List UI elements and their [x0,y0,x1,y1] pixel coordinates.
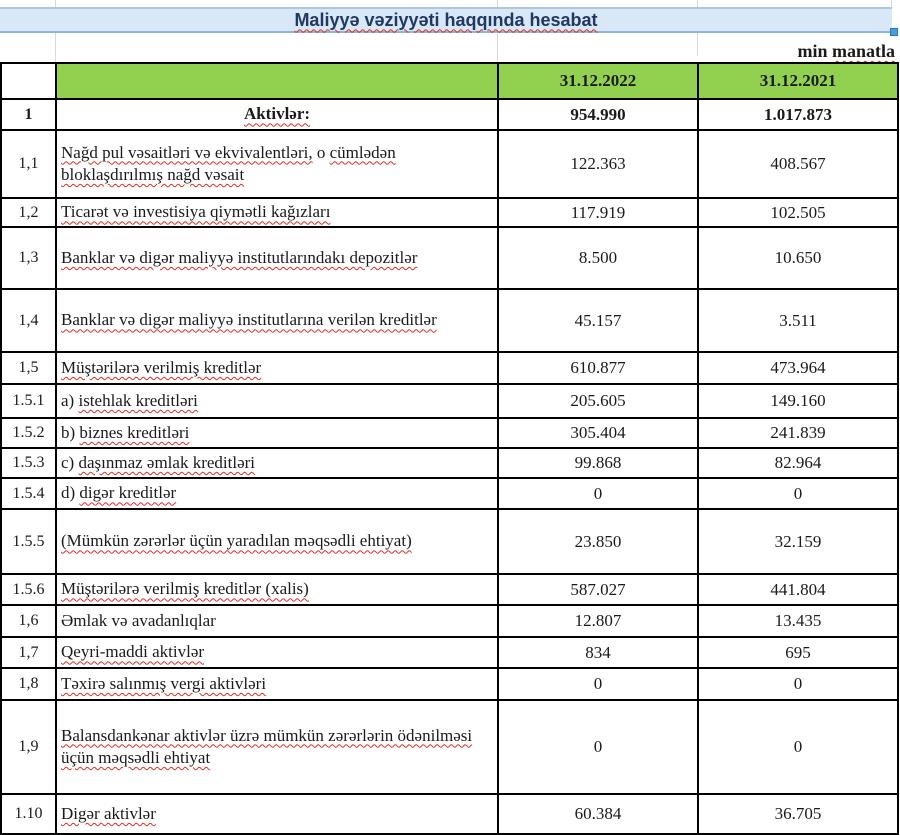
value-2022-cell[interactable]: 205.605 [498,384,698,418]
value-2021-cell[interactable]: 102.505 [698,198,898,227]
row-number-cell[interactable]: 1,5 [1,352,56,384]
table-row [1,794,898,834]
table-body [1,99,898,834]
row-number-cell[interactable]: 1.5.2 [1,418,56,448]
row-number-cell[interactable]: 1,8 [1,668,56,700]
misspelled-text: Banklar və digər maliyyə institutlarına verilən kreditlər [61,310,437,330]
row-number-cell[interactable]: 1,3 [1,227,56,289]
description-cell[interactable] [56,668,498,700]
value-2021-cell[interactable]: 10.650 [698,227,898,289]
value-2021-cell[interactable]: 0 [698,478,898,509]
value-2022-cell[interactable]: 45.157 [498,289,698,352]
value-2021-cell[interactable]: 695 [698,637,898,668]
misspelled-text: istehlak kreditləri [78,390,198,410]
row-number-cell[interactable]: 1.5.3 [1,448,56,478]
value-2021-cell[interactable]: 1.017.873 [698,99,898,130]
description-cell[interactable] [56,478,498,509]
value-2021-cell[interactable]: 32.159 [698,509,898,574]
report-title-bar[interactable] [0,7,892,33]
misspelled-text: Təxirə salınmış vergi aktivləri [61,673,267,693]
value-2022-cell[interactable]: 23.850 [498,509,698,574]
value-2022-cell[interactable]: 305.404 [498,418,698,448]
value-2022-cell[interactable]: 610.877 [498,352,698,384]
value-2022-cell[interactable]: 122.363 [498,130,698,198]
row-number-cell[interactable]: 1.5.4 [1,478,56,509]
description-cell[interactable] [56,637,498,668]
value-2022-cell[interactable]: 12.807 [498,605,698,637]
value-2022-cell[interactable]: 0 [498,700,698,794]
value-2022-cell[interactable]: 60.384 [498,794,698,834]
table-row [1,574,898,605]
misspelled-text: Müştərilərə verilmiş kreditlər [61,357,262,377]
misspelled-text: Müştərilərə verilmiş kreditlər (xalis) [61,579,309,599]
description-cell[interactable] [56,574,498,605]
row-number-cell[interactable]: 1,9 [1,700,56,794]
table-row [1,637,898,668]
row-number-cell[interactable]: 1.5.5 [1,509,56,574]
header-description-cell[interactable] [56,63,498,99]
misspelled-text: digər kreditlər [79,483,177,503]
label-text: a) [61,390,79,410]
value-2021-cell[interactable]: 36.705 [698,794,898,834]
label-text: b) [61,422,80,442]
table-row [1,99,898,130]
value-2021-cell[interactable]: 0 [698,668,898,700]
label-text: min [797,41,832,62]
misspelled-text: Digər aktivlər [61,803,156,823]
misspelled-text: Maliyyə vəziyyəti haqqında hesabat [294,9,598,30]
table-row [1,668,898,700]
value-2021-cell[interactable]: 0 [698,700,898,794]
table-row [1,352,898,384]
gridline [891,0,892,7]
value-2021-cell[interactable]: 13.435 [698,605,898,637]
value-2021-cell[interactable]: 241.839 [698,418,898,448]
value-2021-cell[interactable]: 441.804 [698,574,898,605]
misspelled-text: Aktivlər: [243,104,311,124]
description-cell[interactable] [56,605,498,637]
table-row [1,418,898,448]
row-number-cell[interactable]: 1,1 [1,130,56,198]
description-cell[interactable] [56,700,498,794]
table-row [1,227,898,289]
table-row [1,289,898,352]
table-row [1,509,898,574]
row-number-cell[interactable]: 1.10 [1,794,56,834]
description-cell[interactable] [56,227,498,289]
description-cell[interactable] [56,448,498,478]
table-row [1,478,898,509]
gridline [55,0,56,7]
value-2021-cell[interactable]: 408.567 [698,130,898,198]
description-cell[interactable] [56,418,498,448]
description-cell[interactable] [56,794,498,834]
misspelled-text: Nağd pul vəsaitləri və ekvivalentləri, [61,142,313,162]
row-number-cell[interactable]: 1 [1,99,56,130]
value-2022-cell[interactable]: 834 [498,637,698,668]
misspelled-text: Balansdankənar aktivlər üzrə mümkün zərərlərin ödənilməsi üçün məqsədli ehtiyat [61,725,473,767]
header-row [1,63,898,99]
value-2021-cell[interactable]: 82.964 [698,448,898,478]
misspelled-text: (Mümkün zərərlər üçün yaradılan məqsədli ehtiyat) [61,531,412,551]
table-row [1,384,898,418]
table-row [1,198,898,227]
gridline [497,0,498,7]
misspelled-text: Ticarət və investisiya qiymətli kağızları [61,202,331,222]
row-number-cell[interactable]: 1,6 [1,605,56,637]
value-2022-cell[interactable]: 954.990 [498,99,698,130]
description-cell[interactable] [56,198,498,227]
gridline [697,0,698,7]
row-number-cell[interactable]: 1.5.6 [1,574,56,605]
table-row [1,700,898,794]
misspelled-text: daşınmaz əmlak kreditləri [78,452,256,472]
value-2022-cell[interactable]: 0 [498,668,698,700]
misspelled-text: manatla [832,41,895,62]
description-cell[interactable] [56,130,498,198]
value-2022-cell[interactable]: 117.919 [498,198,698,227]
label-text: o [312,142,330,162]
misspelled-text: Banklar və digər maliyyə institutlarındakı depozitlər [61,247,418,267]
description-cell[interactable] [56,289,498,352]
row-number-cell[interactable]: 1.5.1 [1,384,56,418]
value-2022-cell[interactable]: 99.868 [498,448,698,478]
row-number-cell[interactable]: 1,2 [1,198,56,227]
value-2021-cell[interactable]: 3.511 [698,289,898,352]
value-2022-cell[interactable]: 587.027 [498,574,698,605]
row-number-cell[interactable]: 1,4 [1,289,56,352]
label-text: c) [61,452,79,472]
description-cell[interactable] [56,99,498,130]
misspelled-text: Qeyri-maddi aktivlər [61,642,205,662]
header-blank-cell[interactable] [1,63,56,99]
header-2022-cell[interactable]: 31.12.2022 [498,63,698,99]
value-2021-cell[interactable]: 473.964 [698,352,898,384]
misspelled-text: cümlədən bloklaşdırılmış nağd vəsait [61,142,396,184]
table-row [1,130,898,198]
description-cell[interactable] [56,352,498,384]
value-2022-cell[interactable]: 8.500 [498,227,698,289]
unit-note [797,42,897,62]
header-2021-cell[interactable]: 31.12.2021 [698,63,898,99]
misspelled-text: biznes kreditləri [79,422,190,442]
value-2022-cell[interactable]: 0 [498,478,698,509]
description-cell[interactable] [56,384,498,418]
table-row [1,605,898,637]
row-number-cell[interactable]: 1,7 [1,637,56,668]
value-2021-cell[interactable]: 149.160 [698,384,898,418]
label-text: Əmlak və avadanlıqlar [61,610,216,630]
financial-position-table [0,62,899,835]
description-cell[interactable] [56,509,498,574]
label-text: d) [61,483,80,503]
table-row [1,448,898,478]
report-title [294,10,597,31]
unit-note-row [0,33,897,62]
